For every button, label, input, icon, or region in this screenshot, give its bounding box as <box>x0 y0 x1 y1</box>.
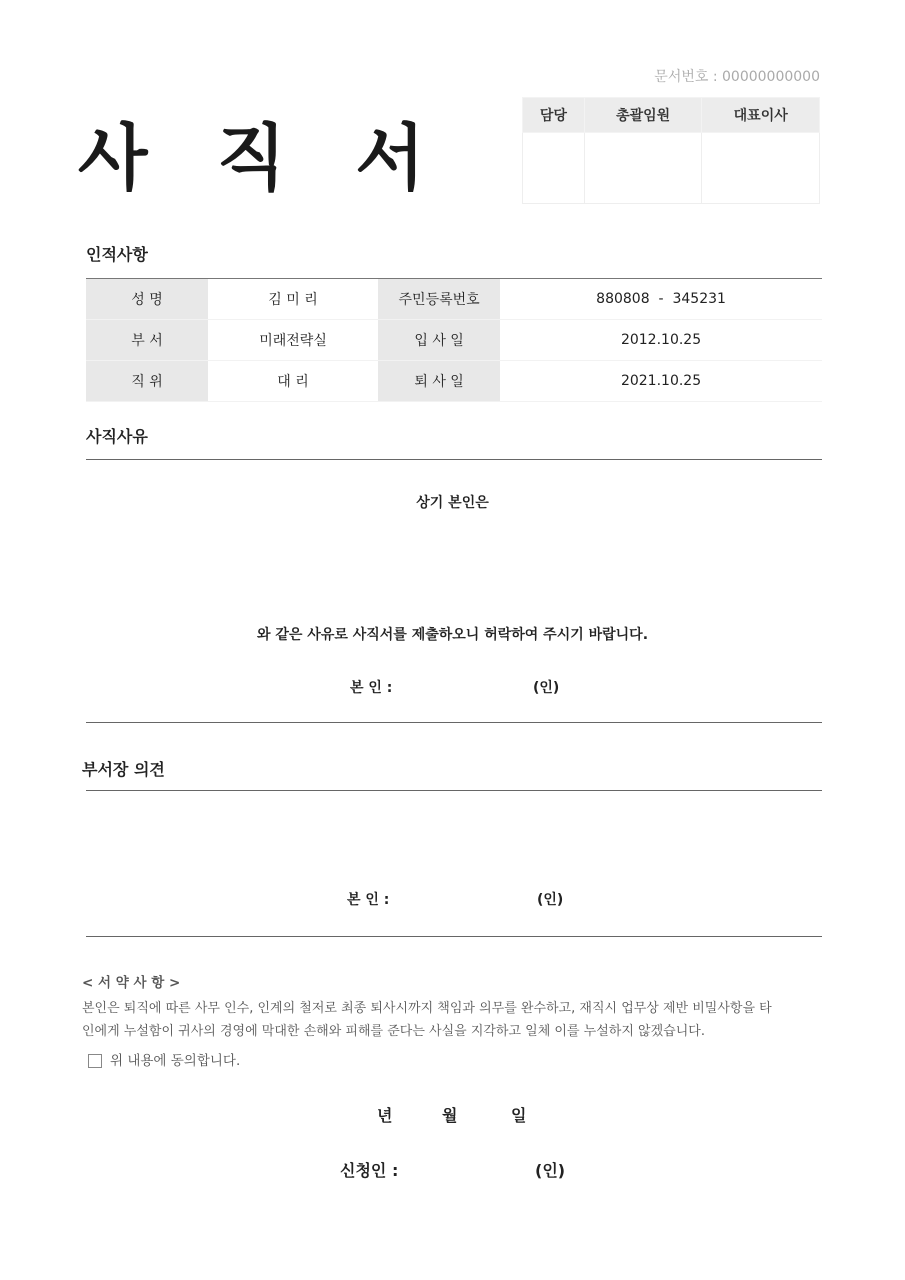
table-row <box>86 279 822 320</box>
sign-label: 본 인 : <box>347 892 390 908</box>
section-title-opinion: 부서장 의견 <box>82 760 165 779</box>
section-title-personal: 인적사항 <box>86 245 148 264</box>
approval-sign-cell[interactable] <box>702 133 820 204</box>
value[interactable]: 김 미 리 <box>208 279 378 320</box>
label: 입 사 일 <box>378 320 500 361</box>
value[interactable]: 2021.10.25 <box>500 361 822 402</box>
approval-header: 총괄임원 <box>584 98 702 133</box>
label: 주민등록번호 <box>378 279 500 320</box>
reason-intro: 상기 본인은 <box>416 495 489 511</box>
table-row <box>86 320 822 361</box>
personal-info-table <box>86 278 822 402</box>
applicant-label: 신청인 : <box>340 1161 399 1180</box>
approval-sign-cell[interactable] <box>584 133 702 204</box>
date-month[interactable]: 월 <box>442 1106 458 1125</box>
agree-checkbox[interactable] <box>88 1054 102 1068</box>
seal-mark: (인) <box>537 892 564 908</box>
agree-checkbox-row[interactable] <box>88 1049 240 1069</box>
value[interactable]: 2012.10.25 <box>500 320 822 361</box>
pledge-text: 본인은 퇴직에 따른 사무 인수, 인계의 철저로 최종 퇴사시까지 책임과 의무를 완수하고, 재직시 업무상 제반 비밀사항을 타 <box>82 1001 772 1016</box>
pledge-text: 인에게 누설함이 귀사의 경영에 막대한 손해와 피해를 준다는 사실을 지각하고 일체 이를 누설하지 않겠습니다. <box>82 1024 705 1039</box>
approval-sign-cell[interactable] <box>523 133 585 204</box>
seal-mark: (인) <box>535 1161 566 1180</box>
date-day[interactable]: 일 <box>511 1106 527 1125</box>
pledge-title: < 서 약 사 항 > <box>82 975 181 991</box>
sign-label: 본 인 : <box>350 680 393 696</box>
page-title: 사 직 서 <box>78 116 447 200</box>
table-row <box>86 361 822 402</box>
divider <box>86 722 822 723</box>
approval-header: 담당 <box>523 98 585 133</box>
agree-label: 위 내용에 동의합니다. <box>110 1053 241 1069</box>
section-title-reason: 사직사유 <box>86 427 148 446</box>
seal-mark: (인) <box>533 680 560 696</box>
value[interactable]: 880808 - 345231 <box>500 279 822 320</box>
document-number: 문서번호 : 00000000000 <box>654 69 820 85</box>
date-year[interactable]: 년 <box>377 1106 393 1125</box>
approval-header: 대표이사 <box>702 98 820 133</box>
approval-table <box>522 97 820 204</box>
reason-input-area[interactable] <box>86 520 822 615</box>
divider <box>86 790 822 791</box>
value[interactable]: 미래전략실 <box>208 320 378 361</box>
value[interactable]: 대 리 <box>208 361 378 402</box>
label: 퇴 사 일 <box>378 361 500 402</box>
label: 부 서 <box>86 320 208 361</box>
divider <box>86 936 822 937</box>
label: 성 명 <box>86 279 208 320</box>
opinion-input-area[interactable] <box>86 800 822 880</box>
reason-statement: 와 같은 사유로 사직서를 제출하오니 허락하여 주시기 바랍니다. <box>256 627 649 643</box>
divider <box>86 459 822 460</box>
label: 직 위 <box>86 361 208 402</box>
